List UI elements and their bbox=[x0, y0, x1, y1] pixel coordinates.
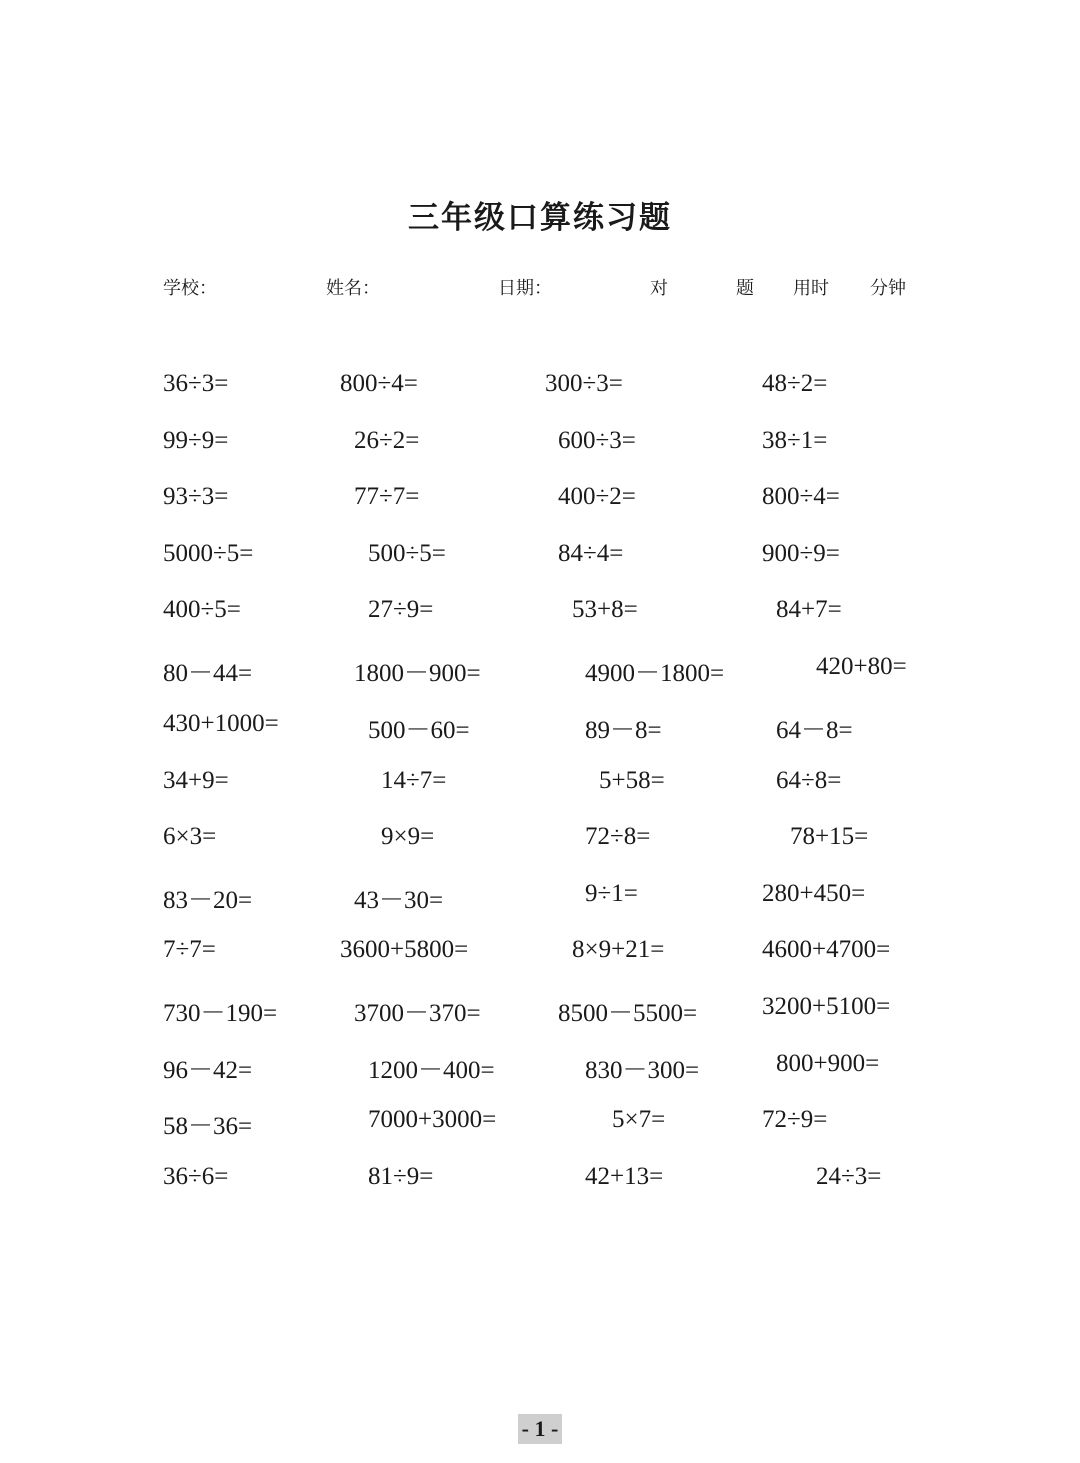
problem-item: 3700－370= bbox=[354, 1000, 481, 1027]
page-title: 三年级口算练习题 bbox=[408, 200, 672, 236]
problem-item: 280+450= bbox=[762, 880, 866, 907]
problem-item: 5×7= bbox=[612, 1106, 666, 1133]
problem-item: 96－42= bbox=[163, 1057, 253, 1084]
problem-item: 24÷3= bbox=[816, 1163, 882, 1190]
problem-item: 6×3= bbox=[163, 823, 217, 850]
problem-item: 730－190= bbox=[163, 1000, 278, 1027]
problem-item: 800÷4= bbox=[340, 370, 418, 397]
problem-item: 600÷3= bbox=[558, 427, 636, 454]
problem-item: 14÷7= bbox=[381, 767, 447, 794]
problem-item: 27÷9= bbox=[368, 596, 434, 623]
problem-item: 72÷8= bbox=[585, 823, 651, 850]
problem-item: 5000÷5= bbox=[163, 540, 254, 567]
problem-item: 78+15= bbox=[790, 823, 869, 850]
page-number: - 1 - bbox=[518, 1414, 562, 1444]
problem-item: 430+1000= bbox=[163, 710, 279, 737]
problem-item: 800÷4= bbox=[762, 483, 840, 510]
problem-item: 64－8= bbox=[776, 717, 853, 744]
problem-item: 3200+5100= bbox=[762, 993, 891, 1020]
questions-label: 题 bbox=[736, 278, 754, 299]
problem-item: 84÷4= bbox=[558, 540, 624, 567]
problem-item: 8500－5500= bbox=[558, 1000, 698, 1027]
problem-item: 81÷9= bbox=[368, 1163, 434, 1190]
problem-item: 9×9= bbox=[381, 823, 435, 850]
problem-item: 99÷9= bbox=[163, 427, 229, 454]
problem-item: 83－20= bbox=[163, 887, 253, 914]
problem-item: 9÷1= bbox=[585, 880, 638, 907]
problem-item: 36÷3= bbox=[163, 370, 229, 397]
problem-item: 8×9+21= bbox=[572, 936, 665, 963]
problem-item: 3600+5800= bbox=[340, 936, 469, 963]
school-label: 学校： bbox=[163, 278, 217, 299]
date-label: 日期： bbox=[498, 278, 552, 299]
problem-item: 900÷9= bbox=[762, 540, 840, 567]
problem-item: 1200－400= bbox=[368, 1057, 495, 1084]
problem-item: 48÷2= bbox=[762, 370, 828, 397]
problem-item: 72÷9= bbox=[762, 1106, 828, 1133]
problem-item: 53+8= bbox=[572, 596, 638, 623]
problem-item: 4600+4700= bbox=[762, 936, 891, 963]
problem-item: 500÷5= bbox=[368, 540, 446, 567]
problem-item: 400÷2= bbox=[558, 483, 636, 510]
problem-item: 1800－900= bbox=[354, 660, 481, 687]
problem-item: 42+13= bbox=[585, 1163, 664, 1190]
problem-item: 7000+3000= bbox=[368, 1106, 497, 1133]
problem-item: 830－300= bbox=[585, 1057, 700, 1084]
problem-item: 4900－1800= bbox=[585, 660, 725, 687]
problem-item: 80－44= bbox=[163, 660, 253, 687]
problem-item: 84+7= bbox=[776, 596, 842, 623]
problem-item: 800+900= bbox=[776, 1050, 880, 1077]
problem-item: 36÷6= bbox=[163, 1163, 229, 1190]
time-used-label: 用时 bbox=[793, 278, 829, 299]
problem-item: 77÷7= bbox=[354, 483, 420, 510]
problem-item: 400÷5= bbox=[163, 596, 241, 623]
problem-item: 500－60= bbox=[368, 717, 470, 744]
correct-label: 对 bbox=[650, 278, 668, 299]
problem-item: 43－30= bbox=[354, 887, 444, 914]
problem-item: 34+9= bbox=[163, 767, 229, 794]
problem-item: 7÷7= bbox=[163, 936, 216, 963]
minutes-label: 分钟 bbox=[870, 278, 906, 299]
problem-item: 89－8= bbox=[585, 717, 662, 744]
problem-item: 58－36= bbox=[163, 1113, 253, 1140]
problem-item: 5+58= bbox=[599, 767, 665, 794]
problem-item: 38÷1= bbox=[762, 427, 828, 454]
problem-item: 26÷2= bbox=[354, 427, 420, 454]
problem-item: 64÷8= bbox=[776, 767, 842, 794]
name-label: 姓名： bbox=[326, 278, 380, 299]
problem-item: 300÷3= bbox=[545, 370, 623, 397]
problem-item: 93÷3= bbox=[163, 483, 229, 510]
problem-item: 420+80= bbox=[816, 653, 907, 680]
